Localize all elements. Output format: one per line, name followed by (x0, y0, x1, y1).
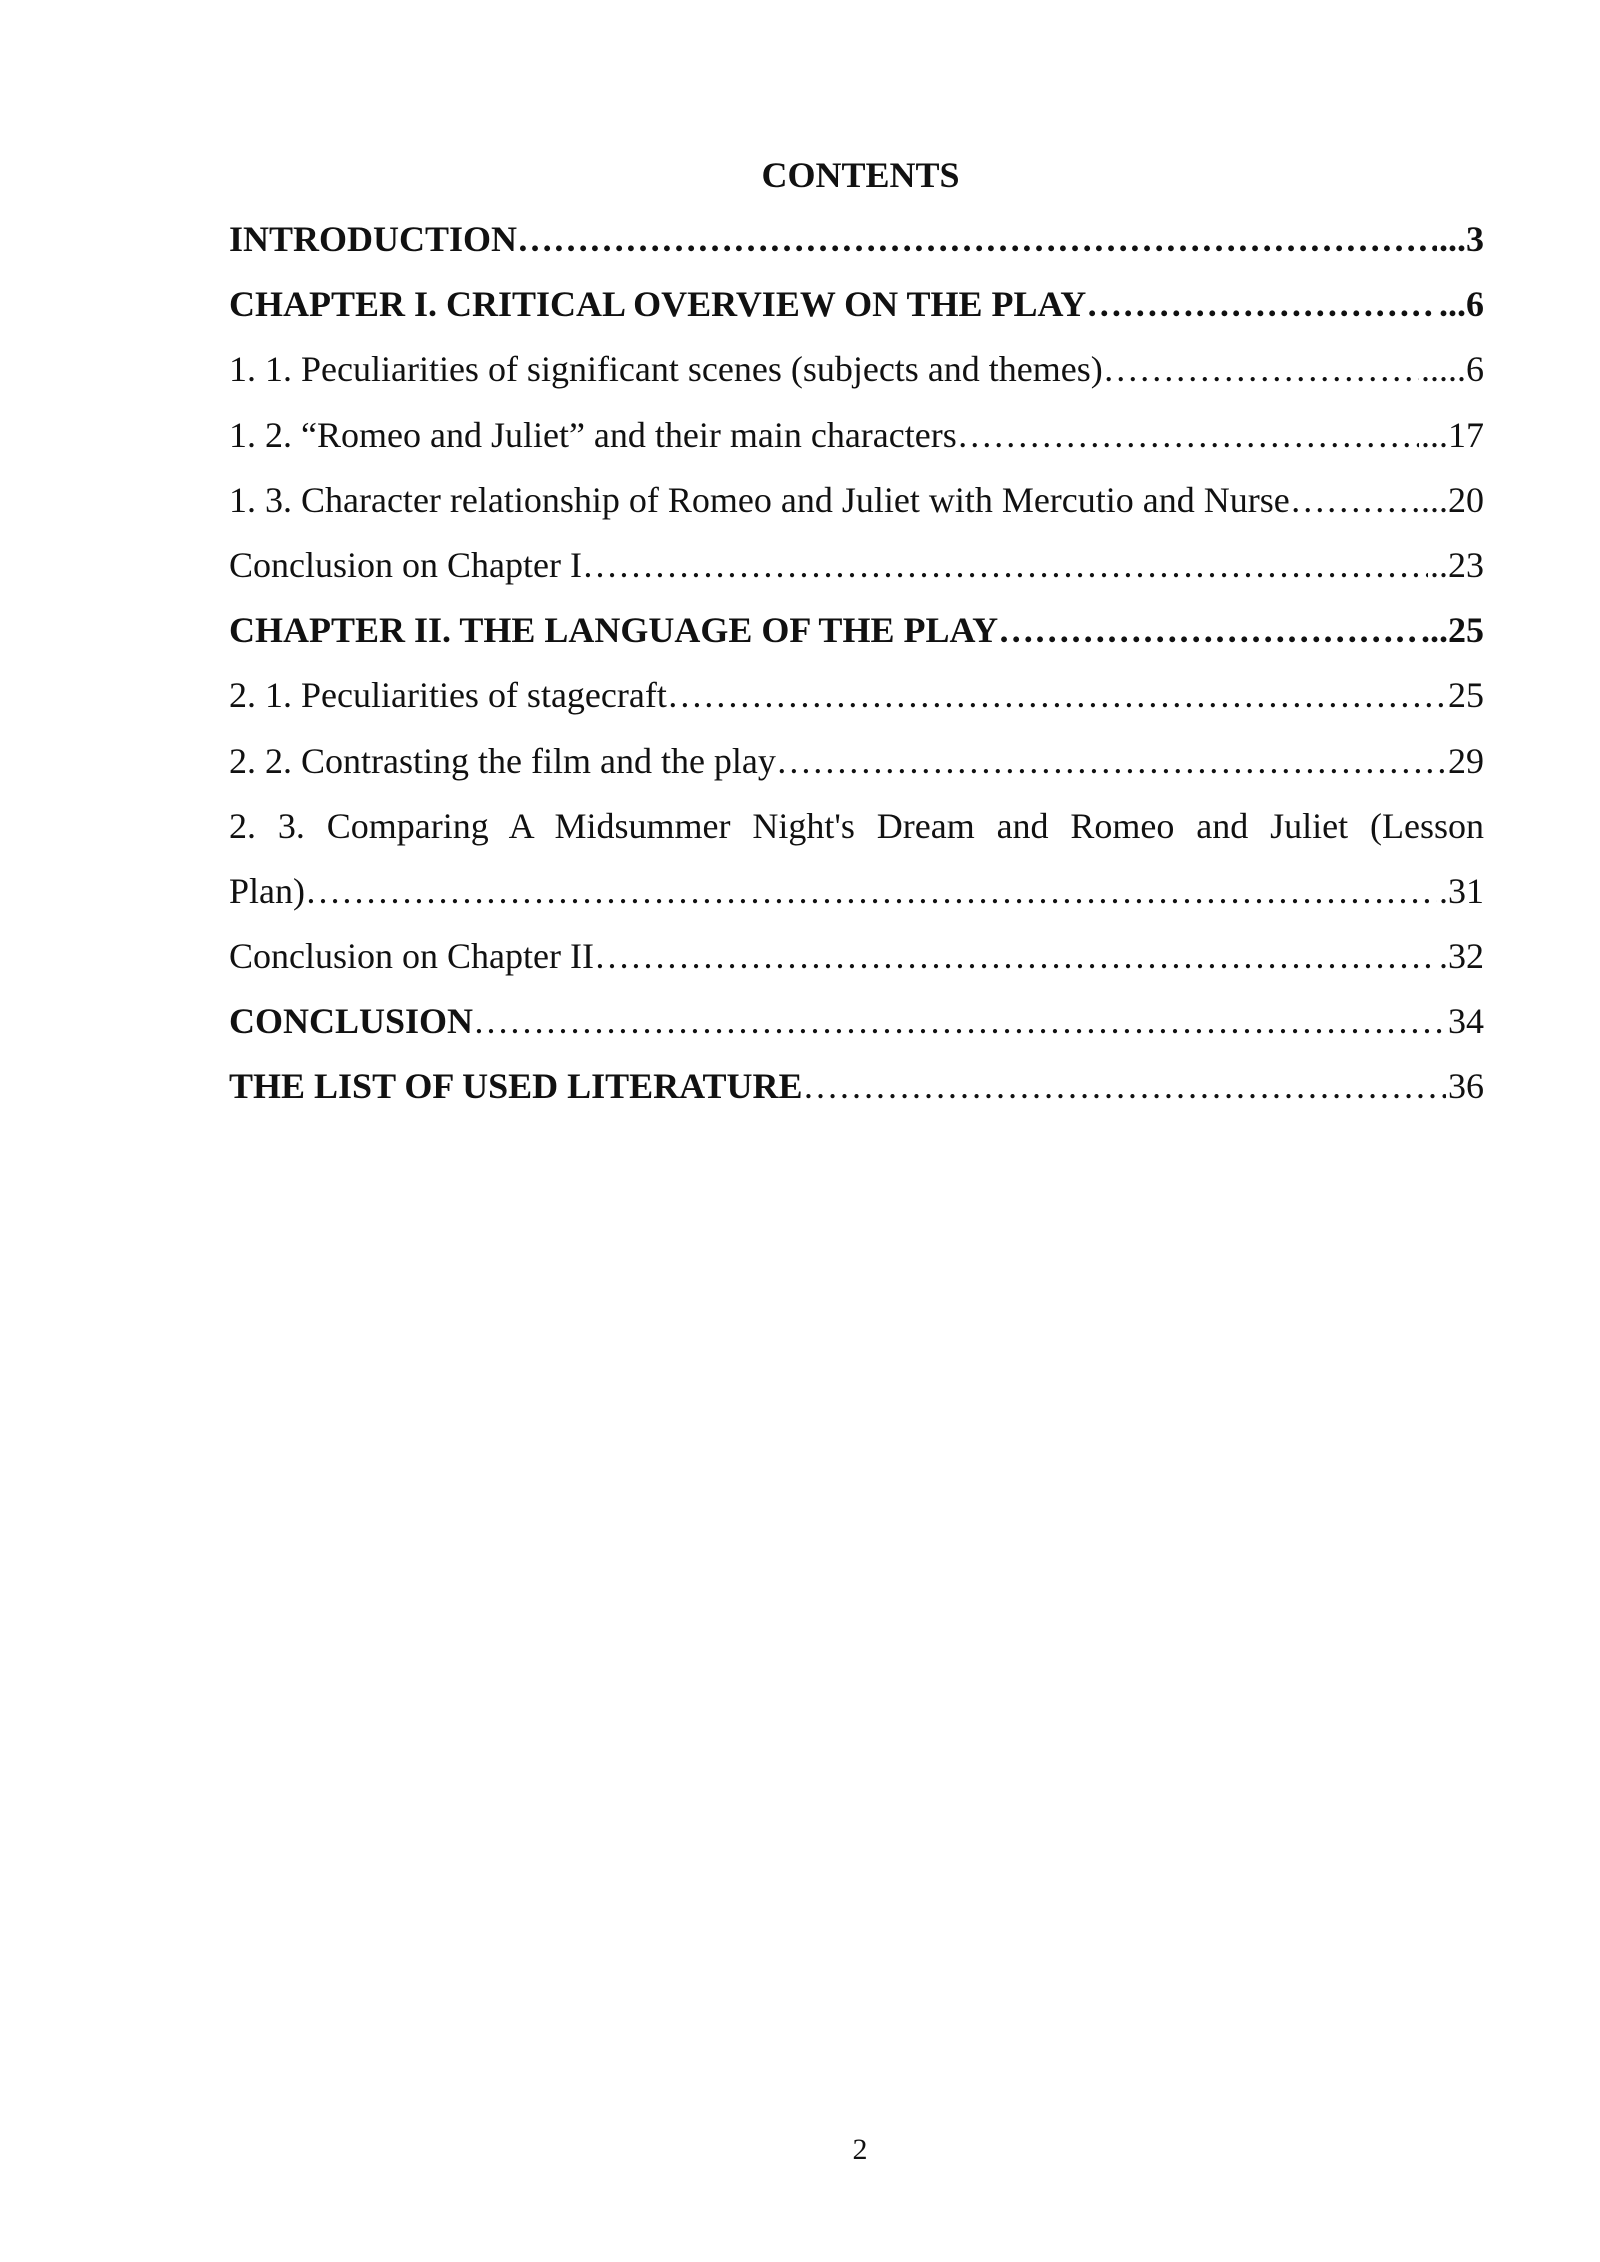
toc-entry-section-2-3[interactable] (229, 794, 1484, 859)
dot-leader (1086, 272, 1437, 337)
toc-entry-label: CHAPTER I. CRITICAL OVERVIEW ON THE PLAY (229, 284, 1087, 325)
page-number: 2 (852, 2133, 868, 2166)
toc-entry-label: 2. 2. Contrasting the film and the play (229, 740, 776, 781)
toc-entry-label: 2. 3. Comparing A Midsummer Night's Dream and Romeo and Juliet (Lesson (229, 805, 1484, 846)
toc-entry-used-literature[interactable] (229, 1054, 1484, 1119)
toc-entry-conclusion-chapter-2[interactable] (229, 924, 1484, 989)
toc-entry-page: 36 (1448, 1066, 1484, 1107)
toc-entry-chapter-2[interactable] (229, 598, 1484, 663)
toc-entry-label: CONCLUSION (229, 1001, 474, 1042)
toc-entry-page: 25 (1448, 675, 1484, 716)
toc-entry-page: .....6 (1421, 349, 1484, 390)
toc-entry-label: THE LIST OF USED LITERATURE (229, 1066, 803, 1107)
toc-entry-label: Conclusion on Chapter I (229, 544, 582, 585)
dot-leader (517, 207, 1437, 272)
toc-entry-label: CHAPTER II. THE LANGUAGE OF THE PLAY (229, 610, 999, 651)
toc-entry-conclusion[interactable] (229, 989, 1484, 1054)
table-of-contents (229, 207, 1484, 1120)
toc-entry-section-2-1[interactable] (229, 663, 1484, 728)
toc-entry-page: ...17 (1421, 414, 1484, 455)
dot-leader (1103, 337, 1419, 402)
toc-entry-conclusion-chapter-1[interactable] (229, 533, 1484, 598)
dot-leader (998, 598, 1419, 663)
dot-leader (594, 924, 1437, 989)
toc-entry-label: 1. 1. Peculiarities of significant scenes (subjects and themes) (229, 349, 1103, 390)
toc-entry-chapter-1[interactable] (229, 272, 1484, 337)
dot-leader (473, 989, 1446, 1054)
toc-entry-section-1-1[interactable] (229, 337, 1484, 402)
toc-entry-label: INTRODUCTION (229, 219, 518, 259)
dot-leader (1290, 468, 1419, 533)
toc-entry-page: 34 (1448, 1001, 1484, 1042)
toc-entry-label: Conclusion on Chapter II (229, 936, 594, 977)
dot-leader (582, 533, 1428, 598)
dot-leader (667, 663, 1446, 728)
toc-entry-label: Plan) (229, 870, 305, 911)
dot-leader (776, 729, 1446, 794)
toc-entry-section-2-3-continued[interactable] (229, 859, 1484, 924)
toc-entry-label: 1. 2. “Romeo and Juliet” and their main characters (229, 414, 957, 455)
dot-leader (957, 403, 1419, 468)
toc-entry-page: ...25 (1421, 610, 1484, 651)
toc-entry-label: 2. 1. Peculiarities of stagecraft (229, 675, 667, 716)
toc-entry-section-1-3[interactable] (229, 468, 1484, 533)
toc-entry-page: .32 (1439, 936, 1484, 977)
dot-leader (305, 859, 1437, 924)
toc-entry-page: .31 (1439, 870, 1484, 911)
toc-entry-page: ...20 (1421, 479, 1484, 520)
toc-entry-section-1-2[interactable] (229, 403, 1484, 468)
toc-entry-page: ..23 (1430, 544, 1484, 585)
page-title: CONTENTS (761, 155, 960, 195)
toc-entry-page: 29 (1448, 740, 1484, 781)
dot-leader (803, 1054, 1446, 1119)
toc-entry-page: ...3 (1439, 219, 1484, 259)
toc-entry-introduction[interactable] (229, 207, 1484, 272)
toc-entry-label: 1. 3. Character relationship of Romeo and Juliet with Mercutio and Nurse (229, 479, 1290, 520)
toc-entry-page: ...6 (1439, 284, 1484, 325)
toc-entry-section-2-2[interactable] (229, 729, 1484, 794)
